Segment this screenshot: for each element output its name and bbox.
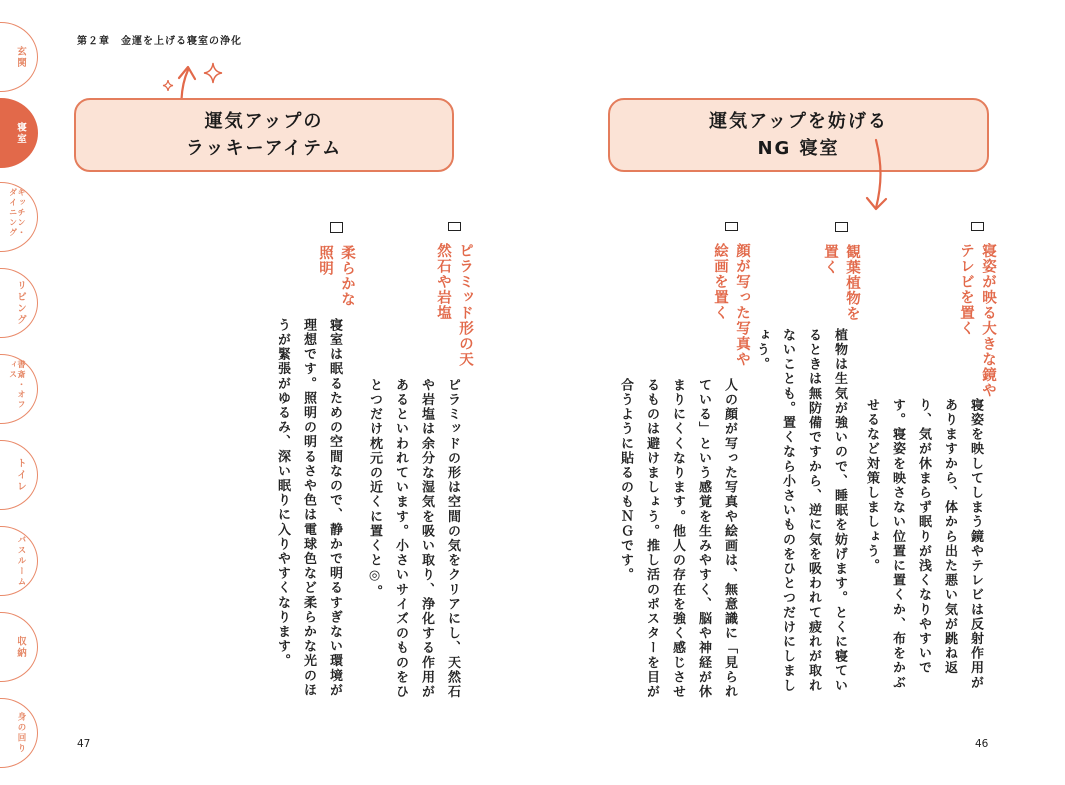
section-body: ピラミッドの形は空間の気をクリアにし、天然石や岩塩は余分な湿気を吸い取り、浄化する作用があるといわれています。小さいサイズのものをひとつだけ枕元の近くに置くと◎。 (367, 378, 460, 700)
checkbox-icon (330, 222, 343, 233)
ng-bedroom-title-box (608, 98, 989, 172)
page-number-right: 46 (975, 738, 989, 750)
section-heading: 顔が写った写真や絵画を置く (712, 243, 750, 368)
chapter-header: 第２章 金運を上げる寝室の浄化 (77, 36, 242, 47)
tab-genkan[interactable] (0, 22, 38, 92)
tab-minomawari[interactable] (0, 698, 38, 768)
down-arrow-icon (858, 138, 898, 214)
title-line: ラッキーアイテム (185, 138, 343, 159)
section-heading-wrap (712, 222, 750, 378)
tab-label: キッチン・ダイニング (8, 188, 26, 238)
tab-label: 収納 (15, 635, 26, 659)
section-heading-wrap (317, 222, 355, 318)
section-body: 植物は生気が強いので、睡眠を妨げます。とくに寝ているときは無防備ですから、逆に気を吸われて疲れが取れないことも。置くなら小さいものをひとつだけにしましょう。 (754, 328, 847, 694)
tab-label: トイレ (15, 457, 26, 493)
section-body: 人の顔が写った写真や絵画は、無意識に「見られている」という感覚を生みやすく、脳や神経が休まりにくくなります。他人の存在を強く感じさせるものは避けましょう。推し活のポスターを目が合うように貼るのもＮＧです。 (618, 378, 737, 700)
section-heading-wrap (822, 222, 860, 328)
checkbox-icon (971, 222, 984, 231)
section-heading: 柔らかな照明 (317, 244, 355, 307)
title-line: 運気アップの (204, 111, 324, 132)
section-heading-wrap (958, 222, 996, 398)
checkbox-icon (835, 222, 848, 232)
left-page-body (225, 222, 473, 702)
tab-living[interactable] (0, 268, 38, 338)
tab-shuno[interactable] (0, 612, 38, 682)
item-section (612, 222, 750, 702)
section-heading: ピラミッド形の天然石や岩塩 (435, 243, 473, 368)
item-section (269, 222, 355, 702)
right-page-body (612, 222, 996, 702)
title-line: 運気アップを妨げる (709, 111, 888, 132)
tab-shosai-office[interactable] (0, 354, 38, 424)
checkbox-icon (725, 222, 738, 231)
section-heading: 寝姿が映る大きな鏡やテレビを置く (958, 242, 996, 398)
tab-label: 寝室 (15, 121, 26, 145)
tab-label: 玄関 (15, 45, 26, 69)
tab-label: 身の回り (16, 712, 26, 754)
page-number-left: 47 (77, 738, 91, 750)
tab-shinshitsu[interactable] (0, 98, 38, 168)
side-index-tabs (0, 0, 44, 785)
lucky-items-title-box (74, 98, 454, 172)
tab-label: リビング (15, 280, 26, 326)
section-body: 寝室は眠るための空間なので、静かで明るすぎない環境が理想です。照明の明るさや色は電球色など柔らかな光のほうが緊張がゆるみ、深い眠りに入りやすくなります。 (275, 318, 342, 698)
item-section (748, 222, 860, 702)
section-heading-wrap (435, 222, 473, 378)
title-line: NG 寝室 (757, 138, 840, 159)
section-heading: 観葉植物を置く (822, 244, 860, 322)
item-section (361, 222, 473, 702)
tab-bathroom[interactable] (0, 526, 38, 596)
tab-label: バスルーム (16, 534, 26, 588)
section-body: 寝姿を映してしまう鏡やテレビは反射作用がありますから、体から出た悪い気が跳ね返り、気が休まらず眠りが浅くなりやすいです。寝姿を映さない位置に置くか、布をかぶせるなど対策しましょう。 (864, 398, 983, 691)
tab-kitchen-dining[interactable] (0, 182, 38, 252)
tab-label: 書斎・オフィス (8, 360, 26, 410)
tab-toilet[interactable] (0, 440, 38, 510)
item-section (858, 222, 996, 702)
checkbox-icon (448, 222, 461, 231)
